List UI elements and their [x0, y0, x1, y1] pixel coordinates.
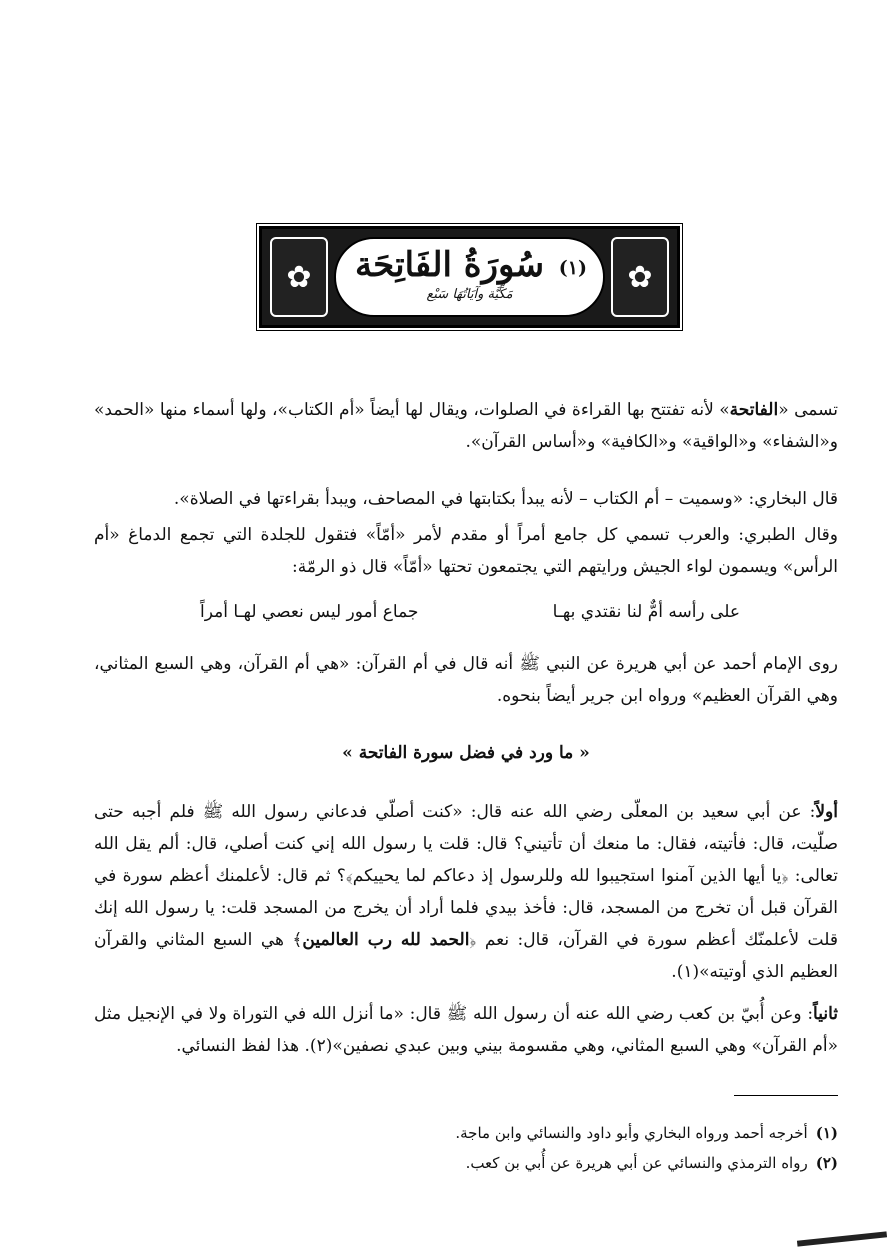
rosette-icon: ✿ [270, 237, 328, 317]
first-label: أولاً [815, 802, 838, 822]
verse-second-hemistich: جماع أمور ليس نعصي لهـا أمراً [200, 602, 419, 622]
surah-number: (١) [558, 257, 587, 279]
section-heading: « ما ورد في فضل سورة الفاتحة » [342, 743, 590, 763]
footnote-2: (٢)رواه الترمذي والنسائي عن أبي هريرة عن أُبي بن كعب. [465, 1154, 838, 1172]
surah-subtitle: مَكِّيَّة وآيَاتُهَا سَبْع [426, 287, 513, 302]
pen-mark [797, 1231, 887, 1246]
ahmad-hadith: روى الإمام أحمد عن أبي هريرة عن النبي ﷺ أنه قال في أم القرآن: «هي أم القرآن، وهي السبع المثاني، وهي القرآن العظيم» ورواه ابن جرير أيضاً بنحوه. [94, 654, 838, 706]
surah-title: سُورَةُ الفَاتِحَة [354, 245, 545, 285]
surah-title-cartouche [334, 237, 605, 317]
footnote-1: (١)أخرجه أحمد ورواه البخاري وأبو داود والنسائي وابن ماجة. [455, 1124, 838, 1142]
tabari-quote: وقال الطبري: والعرب تسمي كل جامع أمراً أو مقدم لأمر «أمّاً» فتقول للجلدة التي تجمع الدماغ «أم الرأس» ويسمون لواء الجيش ورايتهم التي يجتمعون تحتها «أمّاً» قال ذو الرمّة: [94, 525, 838, 577]
second-hadith: ثانياً: وعن أُبيّ بن كعب رضي الله عنه أن رسول الله ﷺ قال: «ما أنزل الله في التوراة ولا في الإنجيل مثل «أم القرآن» وهي السبع المثاني، وهي مقسومة بيني وبين عبدي نصفين»(٢). هذا لفظ النسائي. [94, 1004, 838, 1056]
verse-first-hemistich: على رأسه أمٌّ لنا نقتدي بهـا [552, 602, 740, 622]
bukhari-quote: قال البخاري: «وسميت – أم الكتاب – لأنه يبدأ بكتابتها في المصاحف، ويبدأ بقراءتها في الصلاة». [173, 489, 838, 509]
footnote-divider [734, 1095, 838, 1096]
fatiha-name: الفاتحة [729, 400, 779, 420]
rosette-icon: ✿ [611, 237, 669, 317]
quran-verse-bold: الحمد لله رب العالمين [302, 930, 470, 950]
first-hadith: أولاً: عن أبي سعيد بن المعلّى رضي الله عنه قال: «كنت أصلّي فدعاني رسول الله ﷺ فلم أجبه حتى صلّيت، قال: فأتيته، فقال: ما منعك أن تأتيني؟ قال: قلت يا رسول الله إني كنت أصلي، قال: ألم يقل الله تعالى: ﴿يا أيها الذين آمنوا استجيبوا لله وللرسول إذ دعاكم لما يحييكم﴾؟ ثم قال: لأعلمنك أعظم سورة في القرآن قبل أن تخرج من المسجد، قال: فأخذ بيدي فلما أراد أن يخرج من المسجد قلت: يا رسول الله إنك قلت لأعلمنّك أعظم سورة في القرآن، قال: نعم ﴿الحمد لله رب العالمين﴾ هي السبع المثاني والقرآن العظيم الذي أوتيته»(١). [94, 802, 838, 982]
intro-paragraph-names: تسمى «الفاتحة» لأنه تفتتح بها القراءة في الصلوات، ويقال لها أيضاً «أم الكتاب»، ولها أسماء منها «الحمد» و«الشفاء» و«الواقية» و«الكافية» و«أساس القرآن». [94, 400, 838, 452]
surah-header-frame [259, 226, 680, 328]
second-label: ثانياً [813, 1004, 838, 1024]
poetry-verse [200, 596, 740, 628]
